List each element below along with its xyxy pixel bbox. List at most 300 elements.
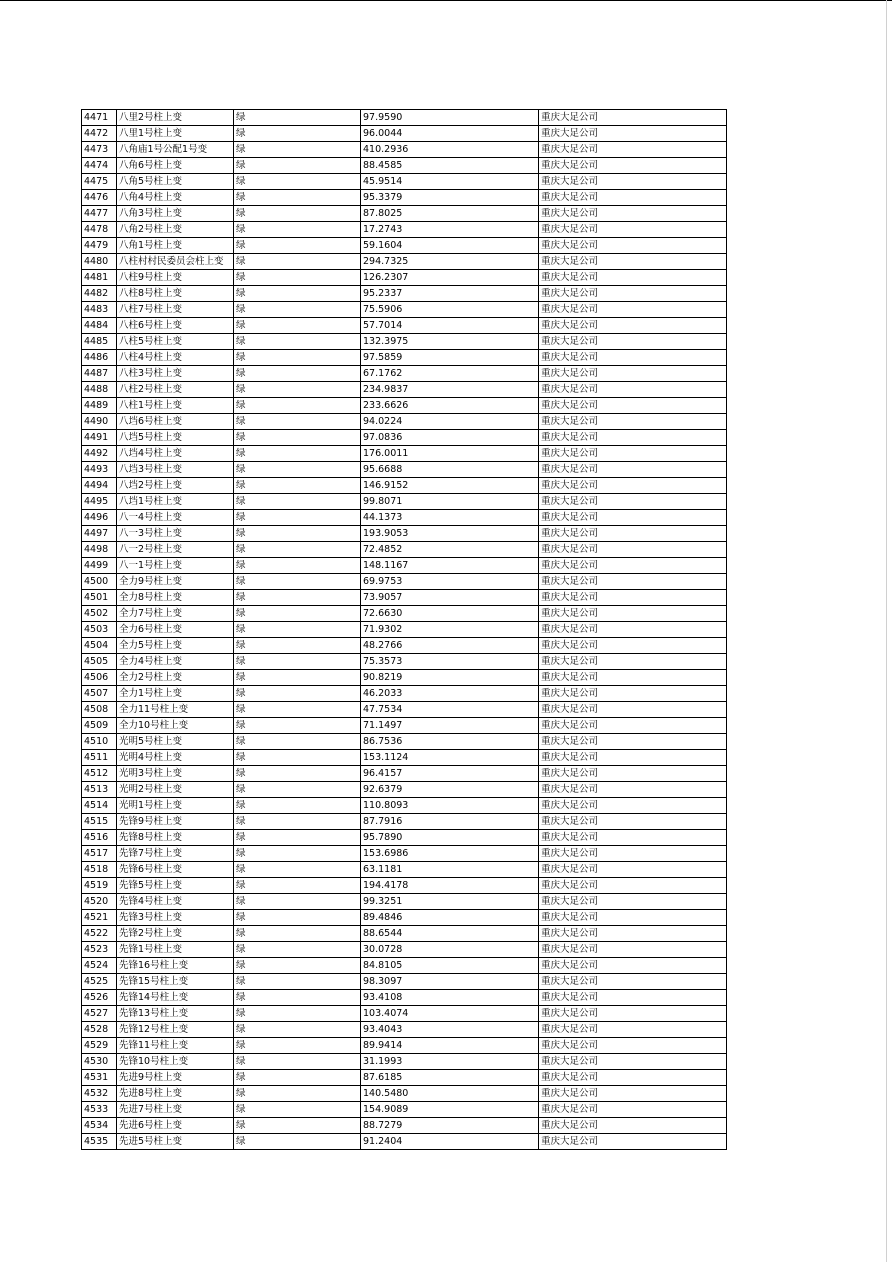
table-row	[82, 814, 727, 830]
company-cell: 重庆大足公司	[539, 254, 727, 270]
status-color-cell: 绿	[234, 478, 361, 494]
status-color-cell: 绿	[234, 446, 361, 462]
row-number-cell: 4509	[82, 718, 117, 734]
company-cell: 重庆大足公司	[539, 654, 727, 670]
status-color-cell: 绿	[234, 350, 361, 366]
table-row	[82, 782, 727, 798]
row-number-cell: 4503	[82, 622, 117, 638]
value-cell: 75.5906	[361, 302, 539, 318]
value-cell: 46.2033	[361, 686, 539, 702]
value-cell: 73.9057	[361, 590, 539, 606]
transformer-name-cell: 先锋6号柱上变	[117, 862, 234, 878]
row-number-cell: 4504	[82, 638, 117, 654]
value-cell: 140.5480	[361, 1086, 539, 1102]
table-row	[82, 190, 727, 206]
transformer-table	[81, 109, 727, 1150]
transformer-name-cell: 先进7号柱上变	[117, 1102, 234, 1118]
row-number-cell: 4521	[82, 910, 117, 926]
row-number-cell: 4516	[82, 830, 117, 846]
table-row	[82, 398, 727, 414]
value-cell: 87.8025	[361, 206, 539, 222]
row-number-cell: 4501	[82, 590, 117, 606]
company-cell: 重庆大足公司	[539, 686, 727, 702]
table-row	[82, 846, 727, 862]
table-body	[82, 110, 727, 1150]
company-cell: 重庆大足公司	[539, 318, 727, 334]
value-cell: 194.4178	[361, 878, 539, 894]
table-row	[82, 1118, 727, 1134]
transformer-name-cell: 八垱3号柱上变	[117, 462, 234, 478]
row-number-cell: 4522	[82, 926, 117, 942]
transformer-name-cell: 八柱8号柱上变	[117, 286, 234, 302]
status-color-cell: 绿	[234, 814, 361, 830]
transformer-name-cell: 八柱6号柱上变	[117, 318, 234, 334]
company-cell: 重庆大足公司	[539, 990, 727, 1006]
table-row	[82, 382, 727, 398]
table-row	[82, 638, 727, 654]
transformer-name-cell: 八垱6号柱上变	[117, 414, 234, 430]
company-cell: 重庆大足公司	[539, 622, 727, 638]
value-cell: 95.3379	[361, 190, 539, 206]
status-color-cell: 绿	[234, 526, 361, 542]
status-color-cell: 绿	[234, 1022, 361, 1038]
status-color-cell: 绿	[234, 142, 361, 158]
row-number-cell: 4533	[82, 1102, 117, 1118]
table-row	[82, 318, 727, 334]
status-color-cell: 绿	[234, 206, 361, 222]
status-color-cell: 绿	[234, 606, 361, 622]
status-color-cell: 绿	[234, 238, 361, 254]
value-cell: 87.6185	[361, 1070, 539, 1086]
table-row	[82, 174, 727, 190]
transformer-name-cell: 先锋14号柱上变	[117, 990, 234, 1006]
company-cell: 重庆大足公司	[539, 158, 727, 174]
table-row	[82, 830, 727, 846]
company-cell: 重庆大足公司	[539, 174, 727, 190]
status-color-cell: 绿	[234, 382, 361, 398]
table-row	[82, 446, 727, 462]
company-cell: 重庆大足公司	[539, 958, 727, 974]
company-cell: 重庆大足公司	[539, 478, 727, 494]
table-row	[82, 206, 727, 222]
company-cell: 重庆大足公司	[539, 270, 727, 286]
status-color-cell: 绿	[234, 702, 361, 718]
company-cell: 重庆大足公司	[539, 718, 727, 734]
transformer-name-cell: 先锋10号柱上变	[117, 1054, 234, 1070]
row-number-cell: 4487	[82, 366, 117, 382]
transformer-name-cell: 全力4号柱上变	[117, 654, 234, 670]
value-cell: 95.7890	[361, 830, 539, 846]
status-color-cell: 绿	[234, 542, 361, 558]
row-number-cell: 4530	[82, 1054, 117, 1070]
row-number-cell: 4526	[82, 990, 117, 1006]
status-color-cell: 绿	[234, 398, 361, 414]
transformer-name-cell: 八柱1号柱上变	[117, 398, 234, 414]
value-cell: 146.9152	[361, 478, 539, 494]
transformer-name-cell: 先锋2号柱上变	[117, 926, 234, 942]
value-cell: 45.9514	[361, 174, 539, 190]
row-number-cell: 4527	[82, 1006, 117, 1022]
row-number-cell: 4507	[82, 686, 117, 702]
transformer-name-cell: 全力8号柱上变	[117, 590, 234, 606]
table-row	[82, 734, 727, 750]
status-color-cell: 绿	[234, 574, 361, 590]
table-row	[82, 478, 727, 494]
status-color-cell: 绿	[234, 654, 361, 670]
row-number-cell: 4496	[82, 510, 117, 526]
company-cell: 重庆大足公司	[539, 1006, 727, 1022]
status-color-cell: 绿	[234, 430, 361, 446]
status-color-cell: 绿	[234, 222, 361, 238]
table-row	[82, 1006, 727, 1022]
row-number-cell: 4508	[82, 702, 117, 718]
value-cell: 72.4852	[361, 542, 539, 558]
table-row	[82, 334, 727, 350]
row-number-cell: 4491	[82, 430, 117, 446]
transformer-name-cell: 先锋12号柱上变	[117, 1022, 234, 1038]
transformer-name-cell: 先锋8号柱上变	[117, 830, 234, 846]
status-color-cell: 绿	[234, 158, 361, 174]
row-number-cell: 4520	[82, 894, 117, 910]
table-row	[82, 238, 727, 254]
table-row	[82, 270, 727, 286]
status-color-cell: 绿	[234, 862, 361, 878]
transformer-name-cell: 光明4号柱上变	[117, 750, 234, 766]
transformer-name-cell: 八垱1号柱上变	[117, 494, 234, 510]
row-number-cell: 4471	[82, 110, 117, 126]
transformer-name-cell: 先锋15号柱上变	[117, 974, 234, 990]
table-row	[82, 974, 727, 990]
status-color-cell: 绿	[234, 366, 361, 382]
value-cell: 72.6630	[361, 606, 539, 622]
company-cell: 重庆大足公司	[539, 494, 727, 510]
status-color-cell: 绿	[234, 750, 361, 766]
row-number-cell: 4493	[82, 462, 117, 478]
status-color-cell: 绿	[234, 766, 361, 782]
transformer-name-cell: 八里2号柱上变	[117, 110, 234, 126]
table-row	[82, 718, 727, 734]
company-cell: 重庆大足公司	[539, 222, 727, 238]
row-number-cell: 4484	[82, 318, 117, 334]
transformer-name-cell: 先锋1号柱上变	[117, 942, 234, 958]
status-color-cell: 绿	[234, 190, 361, 206]
status-color-cell: 绿	[234, 558, 361, 574]
status-color-cell: 绿	[234, 590, 361, 606]
value-cell: 154.9089	[361, 1102, 539, 1118]
transformer-name-cell: 八一1号柱上变	[117, 558, 234, 574]
transformer-name-cell: 全力6号柱上变	[117, 622, 234, 638]
table-row	[82, 126, 727, 142]
company-cell: 重庆大足公司	[539, 398, 727, 414]
table-row	[82, 926, 727, 942]
status-color-cell: 绿	[234, 174, 361, 190]
transformer-name-cell: 八角1号柱上变	[117, 238, 234, 254]
status-color-cell: 绿	[234, 1102, 361, 1118]
transformer-name-cell: 八柱4号柱上变	[117, 350, 234, 366]
status-color-cell: 绿	[234, 878, 361, 894]
table-row	[82, 1054, 727, 1070]
status-color-cell: 绿	[234, 830, 361, 846]
value-cell: 176.0011	[361, 446, 539, 462]
value-cell: 59.1604	[361, 238, 539, 254]
transformer-name-cell: 八柱2号柱上变	[117, 382, 234, 398]
value-cell: 95.2337	[361, 286, 539, 302]
company-cell: 重庆大足公司	[539, 1022, 727, 1038]
value-cell: 96.4157	[361, 766, 539, 782]
row-number-cell: 4489	[82, 398, 117, 414]
table-row	[82, 494, 727, 510]
company-cell: 重庆大足公司	[539, 238, 727, 254]
company-cell: 重庆大足公司	[539, 830, 727, 846]
status-color-cell: 绿	[234, 126, 361, 142]
value-cell: 75.3573	[361, 654, 539, 670]
value-cell: 71.1497	[361, 718, 539, 734]
value-cell: 97.9590	[361, 110, 539, 126]
row-number-cell: 4525	[82, 974, 117, 990]
company-cell: 重庆大足公司	[539, 910, 727, 926]
company-cell: 重庆大足公司	[539, 190, 727, 206]
table-row	[82, 222, 727, 238]
status-color-cell: 绿	[234, 1054, 361, 1070]
table-row	[82, 286, 727, 302]
transformer-name-cell: 八角4号柱上变	[117, 190, 234, 206]
table-row	[82, 1038, 727, 1054]
row-number-cell: 4474	[82, 158, 117, 174]
company-cell: 重庆大足公司	[539, 366, 727, 382]
value-cell: 90.8219	[361, 670, 539, 686]
company-cell: 重庆大足公司	[539, 894, 727, 910]
row-number-cell: 4512	[82, 766, 117, 782]
status-color-cell: 绿	[234, 334, 361, 350]
status-color-cell: 绿	[234, 1118, 361, 1134]
transformer-name-cell: 全力1号柱上变	[117, 686, 234, 702]
table-row	[82, 542, 727, 558]
status-color-cell: 绿	[234, 670, 361, 686]
table-row	[82, 526, 727, 542]
transformer-name-cell: 光明3号柱上变	[117, 766, 234, 782]
table-row	[82, 878, 727, 894]
value-cell: 87.7916	[361, 814, 539, 830]
transformer-name-cell: 光明2号柱上变	[117, 782, 234, 798]
transformer-name-cell: 全力2号柱上变	[117, 670, 234, 686]
row-number-cell: 4514	[82, 798, 117, 814]
row-number-cell: 4506	[82, 670, 117, 686]
company-cell: 重庆大足公司	[539, 638, 727, 654]
value-cell: 97.0836	[361, 430, 539, 446]
transformer-name-cell: 八柱5号柱上变	[117, 334, 234, 350]
table-row	[82, 158, 727, 174]
value-cell: 67.1762	[361, 366, 539, 382]
company-cell: 重庆大足公司	[539, 126, 727, 142]
value-cell: 92.6379	[361, 782, 539, 798]
value-cell: 193.9053	[361, 526, 539, 542]
transformer-name-cell: 先进5号柱上变	[117, 1134, 234, 1150]
company-cell: 重庆大足公司	[539, 510, 727, 526]
status-color-cell: 绿	[234, 1070, 361, 1086]
table-row	[82, 1102, 727, 1118]
company-cell: 重庆大足公司	[539, 574, 727, 590]
row-number-cell: 4479	[82, 238, 117, 254]
row-number-cell: 4495	[82, 494, 117, 510]
value-cell: 31.1993	[361, 1054, 539, 1070]
value-cell: 93.4108	[361, 990, 539, 1006]
row-number-cell: 4497	[82, 526, 117, 542]
company-cell: 重庆大足公司	[539, 462, 727, 478]
transformer-name-cell: 八角2号柱上变	[117, 222, 234, 238]
transformer-name-cell: 先进8号柱上变	[117, 1086, 234, 1102]
row-number-cell: 4519	[82, 878, 117, 894]
table-row	[82, 350, 727, 366]
status-color-cell: 绿	[234, 718, 361, 734]
table-row	[82, 1022, 727, 1038]
transformer-name-cell: 全力9号柱上变	[117, 574, 234, 590]
value-cell: 110.8093	[361, 798, 539, 814]
transformer-name-cell: 八一3号柱上变	[117, 526, 234, 542]
company-cell: 重庆大足公司	[539, 1134, 727, 1150]
company-cell: 重庆大足公司	[539, 590, 727, 606]
row-number-cell: 4529	[82, 1038, 117, 1054]
transformer-name-cell: 八垱5号柱上变	[117, 430, 234, 446]
value-cell: 63.1181	[361, 862, 539, 878]
company-cell: 重庆大足公司	[539, 558, 727, 574]
company-cell: 重庆大足公司	[539, 862, 727, 878]
status-color-cell: 绿	[234, 1086, 361, 1102]
transformer-name-cell: 八柱3号柱上变	[117, 366, 234, 382]
transformer-name-cell: 八垱4号柱上变	[117, 446, 234, 462]
value-cell: 48.2766	[361, 638, 539, 654]
value-cell: 44.1373	[361, 510, 539, 526]
transformer-name-cell: 八角3号柱上变	[117, 206, 234, 222]
row-number-cell: 4476	[82, 190, 117, 206]
row-number-cell: 4535	[82, 1134, 117, 1150]
status-color-cell: 绿	[234, 686, 361, 702]
transformer-name-cell: 先锋4号柱上变	[117, 894, 234, 910]
status-color-cell: 绿	[234, 1006, 361, 1022]
row-number-cell: 4523	[82, 942, 117, 958]
status-color-cell: 绿	[234, 846, 361, 862]
table-row	[82, 894, 727, 910]
status-color-cell: 绿	[234, 798, 361, 814]
company-cell: 重庆大足公司	[539, 1102, 727, 1118]
company-cell: 重庆大足公司	[539, 414, 727, 430]
status-color-cell: 绿	[234, 990, 361, 1006]
table-row	[82, 750, 727, 766]
table-row	[82, 302, 727, 318]
row-number-cell: 4483	[82, 302, 117, 318]
table-row	[82, 958, 727, 974]
transformer-name-cell: 先锋7号柱上变	[117, 846, 234, 862]
status-color-cell: 绿	[234, 302, 361, 318]
value-cell: 47.7534	[361, 702, 539, 718]
company-cell: 重庆大足公司	[539, 334, 727, 350]
row-number-cell: 4486	[82, 350, 117, 366]
status-color-cell: 绿	[234, 638, 361, 654]
transformer-name-cell: 先锋11号柱上变	[117, 1038, 234, 1054]
transformer-name-cell: 先进9号柱上变	[117, 1070, 234, 1086]
company-cell: 重庆大足公司	[539, 926, 727, 942]
company-cell: 重庆大足公司	[539, 1054, 727, 1070]
status-color-cell: 绿	[234, 910, 361, 926]
company-cell: 重庆大足公司	[539, 814, 727, 830]
value-cell: 71.9302	[361, 622, 539, 638]
value-cell: 94.0224	[361, 414, 539, 430]
status-color-cell: 绿	[234, 1038, 361, 1054]
transformer-name-cell: 先锋9号柱上变	[117, 814, 234, 830]
company-cell: 重庆大足公司	[539, 382, 727, 398]
row-number-cell: 4473	[82, 142, 117, 158]
value-cell: 153.1124	[361, 750, 539, 766]
row-number-cell: 4492	[82, 446, 117, 462]
row-number-cell: 4524	[82, 958, 117, 974]
company-cell: 重庆大足公司	[539, 142, 727, 158]
transformer-name-cell: 八一2号柱上变	[117, 542, 234, 558]
transformer-name-cell: 光明1号柱上变	[117, 798, 234, 814]
value-cell: 294.7325	[361, 254, 539, 270]
value-cell: 99.3251	[361, 894, 539, 910]
table-row	[82, 990, 727, 1006]
table-row	[82, 366, 727, 382]
status-color-cell: 绿	[234, 1134, 361, 1150]
status-color-cell: 绿	[234, 942, 361, 958]
status-color-cell: 绿	[234, 270, 361, 286]
company-cell: 重庆大足公司	[539, 702, 727, 718]
value-cell: 98.3097	[361, 974, 539, 990]
table-row	[82, 1070, 727, 1086]
value-cell: 126.2307	[361, 270, 539, 286]
transformer-name-cell: 全力5号柱上变	[117, 638, 234, 654]
row-number-cell: 4477	[82, 206, 117, 222]
company-cell: 重庆大足公司	[539, 1086, 727, 1102]
value-cell: 93.4043	[361, 1022, 539, 1038]
table-row	[82, 430, 727, 446]
row-number-cell: 4502	[82, 606, 117, 622]
transformer-name-cell: 全力10号柱上变	[117, 718, 234, 734]
table-row	[82, 590, 727, 606]
table-row	[82, 1086, 727, 1102]
row-number-cell: 4499	[82, 558, 117, 574]
value-cell: 410.2936	[361, 142, 539, 158]
table-row	[82, 942, 727, 958]
company-cell: 重庆大足公司	[539, 766, 727, 782]
status-color-cell: 绿	[234, 782, 361, 798]
value-cell: 57.7014	[361, 318, 539, 334]
status-color-cell: 绿	[234, 958, 361, 974]
row-number-cell: 4500	[82, 574, 117, 590]
row-number-cell: 4505	[82, 654, 117, 670]
value-cell: 86.7536	[361, 734, 539, 750]
table-row	[82, 670, 727, 686]
company-cell: 重庆大足公司	[539, 526, 727, 542]
table-row	[82, 510, 727, 526]
transformer-name-cell: 全力11号柱上变	[117, 702, 234, 718]
transformer-name-cell: 八角6号柱上变	[117, 158, 234, 174]
row-number-cell: 4478	[82, 222, 117, 238]
row-number-cell: 4485	[82, 334, 117, 350]
status-color-cell: 绿	[234, 510, 361, 526]
status-color-cell: 绿	[234, 318, 361, 334]
value-cell: 89.4846	[361, 910, 539, 926]
table-row	[82, 1134, 727, 1150]
transformer-name-cell: 全力7号柱上变	[117, 606, 234, 622]
value-cell: 17.2743	[361, 222, 539, 238]
table-row	[82, 606, 727, 622]
status-color-cell: 绿	[234, 734, 361, 750]
company-cell: 重庆大足公司	[539, 846, 727, 862]
status-color-cell: 绿	[234, 462, 361, 478]
transformer-name-cell: 先进6号柱上变	[117, 1118, 234, 1134]
table-row	[82, 558, 727, 574]
transformer-name-cell: 八柱7号柱上变	[117, 302, 234, 318]
